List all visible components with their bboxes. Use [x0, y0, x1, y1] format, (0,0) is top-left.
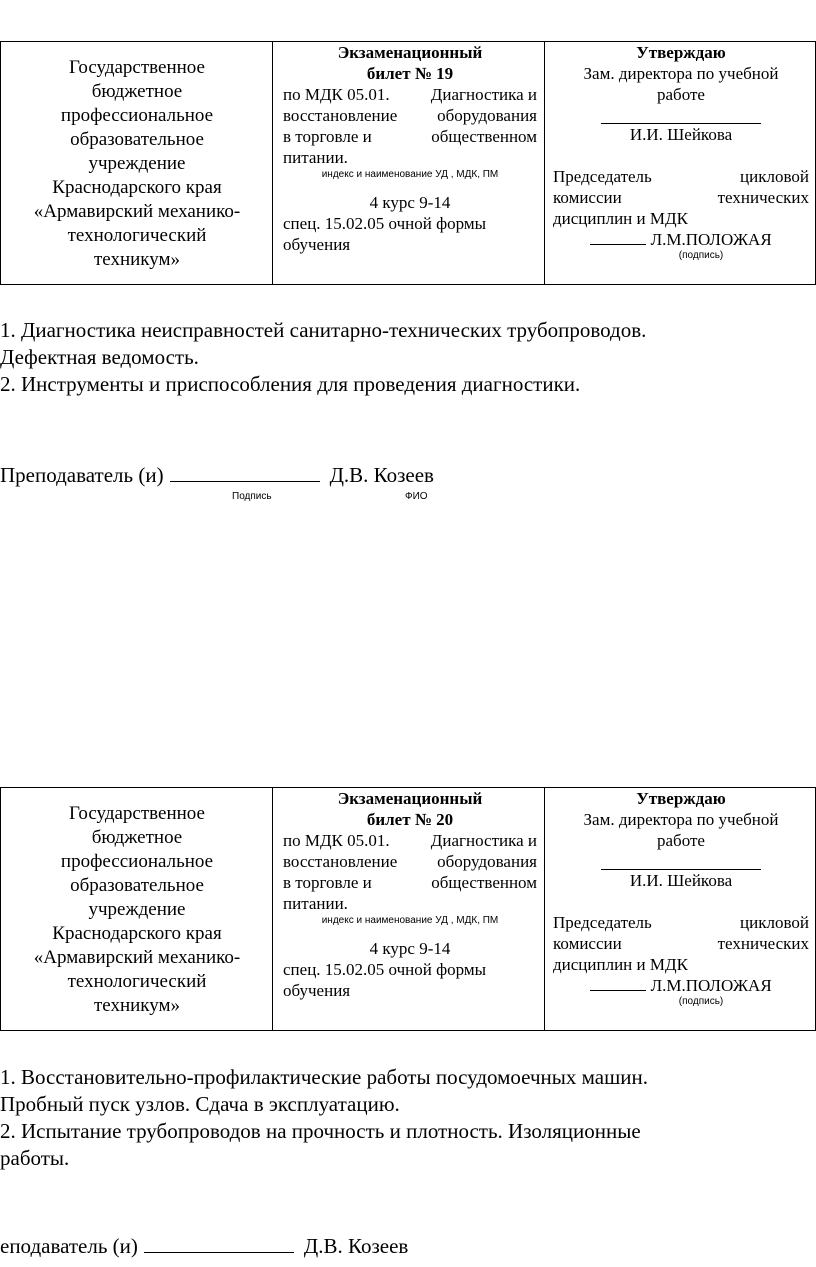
signature-line — [590, 976, 646, 991]
chair-line: Председатель цикловой — [553, 913, 809, 932]
question-line: Пробный пуск узлов. Сдача в эксплуатацию. — [0, 1092, 400, 1116]
questions-ticket-19 — [0, 317, 646, 398]
signature-line — [601, 105, 761, 124]
course: 4 курс 9-14 — [369, 193, 451, 212]
study-form: обучения — [283, 235, 351, 254]
institution-line: технологический — [67, 225, 207, 246]
questions-ticket-20 — [0, 1064, 648, 1172]
institution-line: Краснодарского края — [52, 923, 222, 944]
question-line: Дефектная ведомость. — [0, 345, 199, 369]
signature-line — [144, 1234, 294, 1253]
subject-line: в торговле и общественном — [283, 873, 537, 892]
question-line: 1. Восстановительно-профилактические работы посудомоечных машин. — [0, 1065, 648, 1089]
deputy-name: И.И. Шейкова — [629, 125, 733, 144]
teacher-signature — [0, 462, 434, 488]
approval-title: Утверждаю — [636, 43, 726, 62]
institution-line: технологический — [67, 971, 207, 992]
institution-line: бюджетное — [91, 827, 183, 848]
ticket-number: билет № 19 — [366, 64, 454, 83]
ticket-info-cell — [273, 42, 545, 284]
institution-line: Государственное — [69, 57, 205, 78]
subject-line: по МДК 05.01. Диагностика и — [283, 85, 537, 104]
institution-line: бюджетное — [91, 81, 183, 102]
subject-line: восстановление оборудования — [283, 106, 537, 125]
approval-title: Утверждаю — [636, 789, 726, 808]
deputy-title: Зам. директора по учебной — [583, 64, 779, 83]
deputy-title: Зам. директора по учебной — [583, 810, 779, 829]
index-caption: индекс и наименование УД , МДК, ПМ — [321, 915, 499, 926]
question-line: работы. — [0, 1146, 70, 1170]
speciality: спец. 15.02.05 очной формы — [283, 960, 487, 979]
teacher-name: Д.В. Козеев — [329, 463, 434, 487]
institution-cell — [1, 42, 273, 284]
institution-cell — [1, 788, 273, 1030]
teacher-label: Преподаватель (и) — [0, 463, 164, 487]
institution-line: «Армавирский механико- — [33, 947, 241, 968]
teacher-name: Д.В. Козеев — [303, 1234, 409, 1258]
question-line: 2. Испытание трубопроводов на прочность и плотность. Изоляционные — [0, 1119, 641, 1143]
teacher-label: еподаватель (и) — [0, 1234, 138, 1258]
chair-signature — [553, 975, 809, 996]
institution-name — [1, 802, 273, 1018]
subject-last: питании. — [283, 894, 348, 913]
chair-name: Л.М.ПОЛОЖАЯ — [650, 976, 772, 995]
ticket-info-cell — [273, 788, 545, 1030]
commission-line: комиссии технических — [553, 934, 809, 953]
approval-cell — [545, 42, 815, 284]
deputy-title-2: работе — [657, 85, 705, 104]
institution-line: техникум» — [93, 995, 181, 1016]
ticket-heading: Экзаменационный — [337, 789, 483, 808]
speciality: спец. 15.02.05 очной формы — [283, 214, 487, 233]
institution-line: Государственное — [69, 803, 205, 824]
institution-line: профессиональное — [60, 105, 214, 126]
subject-line: в торговле и общественном — [283, 127, 537, 146]
institution-line: учреждение — [88, 899, 186, 920]
signature-line — [590, 230, 646, 245]
sign-caption: (подпись) — [678, 250, 724, 261]
institution-line: профессиональное — [60, 851, 214, 872]
institution-line: учреждение — [88, 153, 186, 174]
institution-line: «Армавирский механико- — [33, 201, 241, 222]
institution-line: образовательное — [70, 129, 204, 150]
index-caption: индекс и наименование УД , МДК, ПМ — [321, 169, 499, 180]
course: 4 курс 9-14 — [369, 939, 451, 958]
signature-caption: Подпись — [232, 491, 272, 502]
ticket-heading: Экзаменационный — [337, 43, 483, 62]
institution-name — [1, 56, 273, 272]
name-caption: ФИО — [405, 491, 428, 502]
question-line: 2. Инструменты и приспособления для проведения диагностики. — [0, 372, 581, 396]
study-form: обучения — [283, 981, 351, 1000]
disciplines-line: дисциплин и МДК — [553, 209, 688, 228]
question-line: 1. Диагностика неисправностей санитарно-технических трубопроводов. — [0, 318, 647, 342]
teacher-signature — [0, 1233, 408, 1259]
chair-line: Председатель цикловой — [553, 167, 809, 186]
commission-line: комиссии технических — [553, 188, 809, 207]
ticket-number: билет № 20 — [366, 810, 454, 829]
ticket-header-table — [0, 787, 816, 1031]
deputy-title-2: работе — [657, 831, 705, 850]
institution-line: техникум» — [93, 249, 181, 270]
institution-line: Краснодарского края — [52, 177, 222, 198]
sign-caption: (подпись) — [678, 996, 724, 1007]
ticket-header-table — [0, 41, 816, 285]
signature-line — [170, 463, 320, 482]
chair-name: Л.М.ПОЛОЖАЯ — [650, 230, 772, 249]
institution-line: образовательное — [70, 875, 204, 896]
subject-line: по МДК 05.01. Диагностика и — [283, 831, 537, 850]
approval-cell — [545, 788, 815, 1030]
deputy-name: И.И. Шейкова — [629, 871, 733, 890]
subject-last: питании. — [283, 148, 348, 167]
signature-line — [601, 851, 761, 870]
disciplines-line: дисциплин и МДК — [553, 955, 688, 974]
chair-signature — [553, 229, 809, 250]
subject-line: восстановление оборудования — [283, 852, 537, 871]
